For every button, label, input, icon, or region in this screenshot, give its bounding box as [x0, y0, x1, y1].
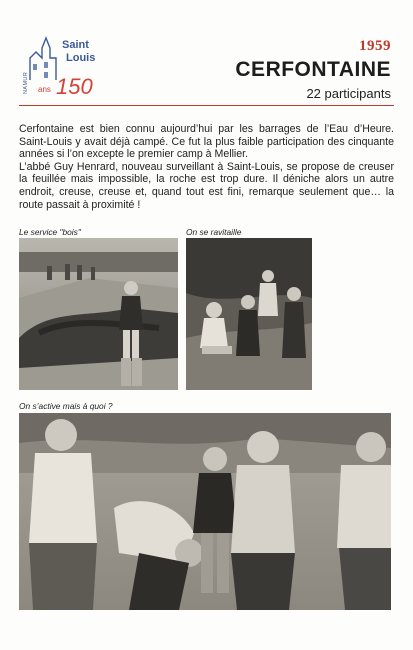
header-divider	[19, 105, 394, 106]
logo-150: 150	[56, 74, 93, 96]
place-heading: CERFONTAINE	[235, 58, 391, 81]
article-text	[19, 123, 394, 211]
logo-ans: ans	[38, 85, 51, 94]
article-paragraph-2: L’abbé Guy Henrard, nouveau surveillant à Saint-Louis, se propose de creuser la feuillée mais impossible, la roche est trop dure. Il déniche alors un autre endroit, creuse, creuse et, quand tout est fini, remarque seulement que… la route passait à proximité !	[19, 160, 394, 211]
photo-refueling	[186, 238, 312, 390]
photo-1-caption: Le service "bois"	[19, 227, 81, 237]
saint-louis-150-logo	[22, 34, 122, 96]
logo-saint: Saint	[62, 39, 89, 51]
photo-2-caption: On se ravitaille	[186, 227, 242, 237]
logo-louis: Louis	[66, 52, 96, 64]
article-paragraph-1: Cerfontaine est bien connu aujourd’hui par les barrages de l’Eau d’Heure. Saint-Louis y avait déjà campé. Ce fut la plus faible participation des cinquante années si l’on excepte le premier camp à Mellier.	[19, 123, 394, 161]
logo-namur: NAMUR	[23, 71, 29, 94]
year-heading: 1959	[359, 38, 391, 54]
photo-3-caption: On s’active mais à quoi ?	[19, 401, 113, 411]
photo-wood-service	[19, 238, 178, 390]
participants-count: 22 participants	[306, 86, 391, 101]
church-icon	[30, 38, 56, 80]
photo-busy-boys	[19, 413, 391, 610]
logo-graphic	[22, 34, 122, 96]
